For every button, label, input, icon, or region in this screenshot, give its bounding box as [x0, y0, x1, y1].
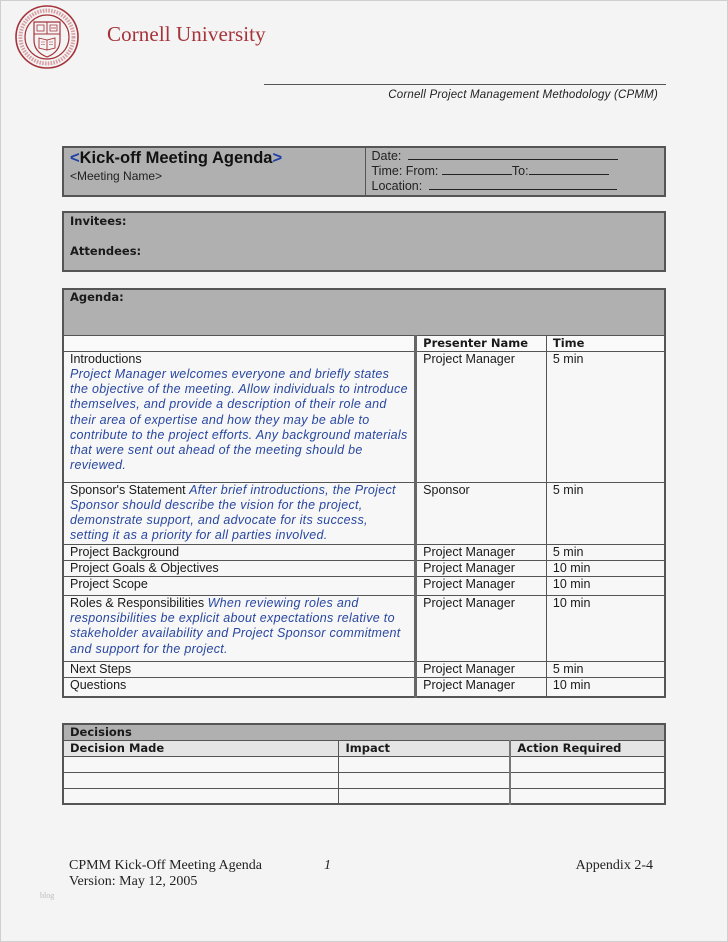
time-field[interactable]: Time: From: To: [372, 164, 659, 179]
agenda-time[interactable]: 5 min [546, 482, 665, 544]
footer-appendix: Appendix 2-4 [575, 858, 653, 873]
agenda-topic-cell[interactable] [63, 482, 416, 544]
action-required-cell[interactable] [510, 788, 665, 804]
agenda-topic[interactable]: Next Steps [63, 661, 416, 677]
agenda-presenter[interactable]: Project Manager [416, 678, 547, 697]
agenda-row [63, 351, 665, 482]
agenda-presenter[interactable]: Project Manager [416, 576, 547, 595]
agenda-description: Project Manager welcomes everyone and briefly states the objective of the meeting. Allow individuals to introduce themselves, and provide a description of their role and their area of expertise and how they may be able to contribute to the project efforts. Any background materials that were sent out ahead of the meeting should be reviewed. [70, 366, 408, 473]
decision-made-cell[interactable] [63, 772, 339, 788]
agenda-table [62, 288, 666, 698]
invitees-block [62, 211, 666, 272]
agenda-topic-cell[interactable] [63, 351, 416, 482]
location-field[interactable]: Location: [372, 179, 659, 194]
agenda-topic[interactable]: Project Background [63, 544, 416, 560]
agenda-presenter[interactable]: Project Manager [416, 544, 547, 560]
watermark: blog [40, 891, 55, 900]
agenda-time[interactable]: 10 min [546, 576, 665, 595]
agenda-presenter[interactable]: Project Manager [416, 351, 547, 482]
agenda-description: When reviewing roles and responsibilities be explicit about expectations relative to stakeholder availability and Project Sponsor commitment and support for the project. [70, 595, 401, 656]
agenda-row [63, 595, 665, 661]
invitees-cell[interactable] [63, 212, 665, 271]
agenda-presenter[interactable]: Project Manager [416, 560, 547, 576]
cornell-logo [14, 4, 266, 70]
agenda-time[interactable]: 10 min [546, 678, 665, 697]
footer-version: Version: May 12, 2005 [69, 874, 198, 889]
agenda-presenter[interactable]: Sponsor [416, 482, 547, 544]
column-header-topic [63, 335, 416, 351]
agenda-row [63, 544, 665, 560]
agenda-time[interactable]: 5 min [546, 661, 665, 677]
meeting-name-field[interactable]: <Meeting Name> [70, 169, 163, 183]
agenda-row [63, 482, 665, 544]
agenda-time[interactable]: 10 min [546, 560, 665, 576]
agenda-title[interactable]: <Kick-off Meeting Agenda> [70, 149, 283, 167]
agenda-row [63, 560, 665, 576]
column-header-decision-made: Decision Made [63, 740, 339, 756]
agenda-topic: Introductions [70, 351, 142, 366]
title-cell [63, 147, 365, 196]
university-name: Cornell University [107, 21, 266, 46]
column-header-time: Time [546, 335, 665, 351]
footer-doc-title: CPMM Kick-Off Meeting Agenda [69, 858, 262, 873]
agenda-topic[interactable]: Project Goals & Objectives [63, 560, 416, 576]
agenda-topic[interactable]: Project Scope [63, 576, 416, 595]
cornell-seal-icon [14, 4, 80, 70]
header-divider [264, 84, 666, 85]
agenda-description: After brief introductions, the Project Sponsor should describe the vision for the project, demonstrate support, and advocate for its success, setting it as a priority for all parties involved. [70, 482, 396, 543]
impact-cell[interactable] [339, 772, 510, 788]
decision-made-cell[interactable] [63, 788, 339, 804]
meeting-details-cell [365, 147, 665, 196]
column-header-presenter: Presenter Name [416, 335, 547, 351]
title-block [62, 146, 666, 197]
invitees-label: Invitees: [70, 214, 127, 228]
decisions-table [62, 723, 666, 805]
column-header-impact: Impact [339, 740, 510, 756]
impact-cell[interactable] [339, 756, 510, 772]
agenda-topic-cell[interactable] [63, 595, 416, 661]
page-footer [69, 858, 653, 890]
decision-row [63, 772, 665, 788]
column-header-action-required: Action Required [510, 740, 665, 756]
decisions-label: Decisions [63, 724, 665, 740]
agenda-row [63, 661, 665, 677]
attendees-label: Attendees: [70, 244, 142, 258]
agenda-time[interactable]: 10 min [546, 595, 665, 661]
decision-made-cell[interactable] [63, 756, 339, 772]
decision-row [63, 788, 665, 804]
agenda-topic[interactable]: Questions [63, 678, 416, 697]
agenda-row [63, 678, 665, 697]
decision-row [63, 756, 665, 772]
impact-cell[interactable] [339, 788, 510, 804]
agenda-presenter[interactable]: Project Manager [416, 661, 547, 677]
action-required-cell[interactable] [510, 756, 665, 772]
agenda-time[interactable]: 5 min [546, 544, 665, 560]
agenda-topic: Sponsor's Statement [70, 482, 186, 497]
agenda-label: Agenda: [63, 289, 665, 335]
footer-page-number: 1 [324, 858, 331, 873]
action-required-cell[interactable] [510, 772, 665, 788]
date-field[interactable]: Date: [372, 149, 659, 164]
agenda-time[interactable]: 5 min [546, 351, 665, 482]
agenda-presenter[interactable]: Project Manager [416, 595, 547, 661]
agenda-row [63, 576, 665, 595]
methodology-title: Cornell Project Management Methodology (CPMM) [388, 89, 658, 101]
agenda-topic: Roles & Responsibilities [70, 595, 205, 610]
